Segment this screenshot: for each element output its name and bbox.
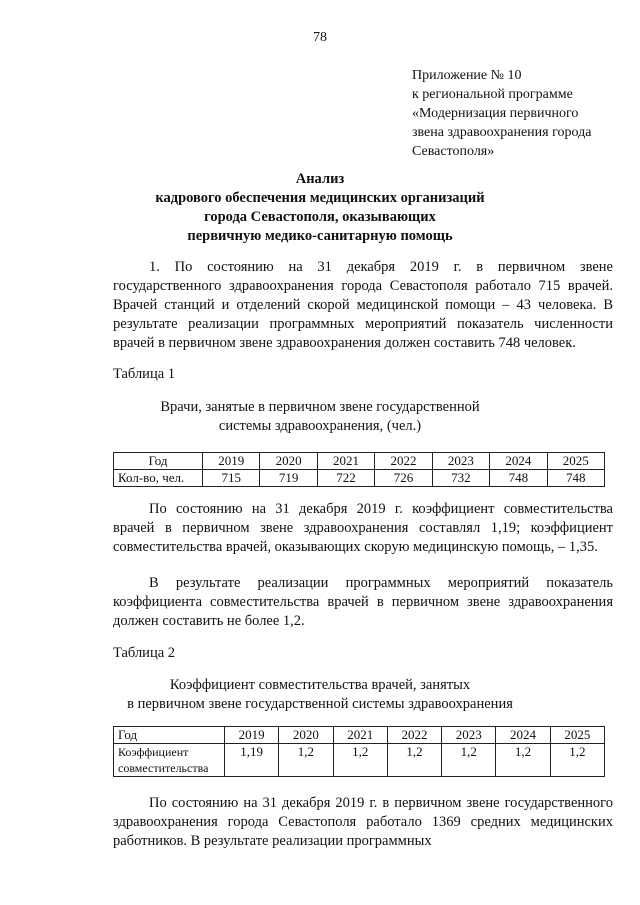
table-cell: 2023 (442, 727, 496, 744)
table-cell: 2021 (333, 727, 387, 744)
table1-caption (0, 398, 640, 436)
appendix-line: к региональной программе (412, 87, 573, 102)
table-cell: 1,2 (279, 744, 333, 777)
table-cell: 2024 (490, 453, 547, 470)
table-cell: 1,2 (496, 744, 550, 777)
table-cell-row-label (114, 744, 225, 777)
paragraph-coefficient-target: В результате реализации программных мероприятий показатель коэффициента совместительства врачей в первичном звене здравоохранения должен составить не более 1,2. (113, 575, 613, 629)
page-number: 78 (313, 30, 327, 45)
row-label-line: Коэффициент (118, 745, 189, 759)
table-cell: 2025 (550, 727, 604, 744)
table-cell: 2020 (260, 453, 317, 470)
appendix-header (412, 66, 627, 161)
appendix-line: звена здравоохранения города (412, 125, 592, 140)
table-cell: 2025 (547, 453, 604, 470)
table-cell: 748 (490, 470, 547, 487)
document-title (60, 170, 580, 246)
table-cell: 2019 (203, 453, 260, 470)
caption-line: системы здравоохранения, (чел.) (218, 418, 422, 434)
title-line: Анализ (295, 171, 345, 187)
table2-caption (0, 676, 640, 714)
table-cell: 715 (203, 470, 260, 487)
table-cell: 2020 (279, 727, 333, 744)
title-line: города Севастополя, оказывающих (204, 209, 436, 225)
table-cell: 2019 (225, 727, 279, 744)
table-cell: 1,2 (333, 744, 387, 777)
table-cell: 726 (375, 470, 432, 487)
table-row (114, 470, 605, 487)
table-cell: 732 (432, 470, 489, 487)
table-header-row (114, 453, 605, 470)
table1-doctors (113, 452, 605, 487)
title-line: кадрового обеспечения медицинских организаций (155, 190, 485, 206)
table-cell: 2022 (375, 453, 432, 470)
caption-line: Коэффициент совместительства врачей, занятых (169, 677, 471, 693)
appendix-line: Севастополя» (412, 144, 495, 159)
table-cell: 748 (547, 470, 604, 487)
table-cell: 1,19 (225, 744, 279, 777)
table2-label: Таблица 2 (113, 645, 176, 661)
table-cell: 1,2 (550, 744, 604, 777)
table-header-row (114, 727, 605, 744)
title-line: первичную медико-санитарную помощь (187, 228, 453, 244)
table-cell: 2021 (317, 453, 374, 470)
caption-line: Врачи, занятые в первичном звене государственной (160, 399, 480, 415)
table-cell: Год (114, 453, 203, 470)
table-cell: 1,2 (442, 744, 496, 777)
table-cell: 2024 (496, 727, 550, 744)
table-cell: 719 (260, 470, 317, 487)
table-cell: Кол-во, чел. (114, 470, 203, 487)
table-row (114, 744, 605, 777)
appendix-line: «Модернизация первичного (412, 106, 579, 121)
table-cell: 1,2 (387, 744, 441, 777)
paragraph-coefficient-2019: По состоянию на 31 декабря 2019 г. коэффициент совместительства врачей в первичном звене здравоохранения составлял 1,19; коэффициент совместительства врачей, оказывающих скорую медицинскую помощь, – 1,35. (113, 501, 613, 555)
table-cell: 722 (317, 470, 374, 487)
paragraph-doctors-count: 1. По состоянию на 31 декабря 2019 г. в первичном звене государственного здравоохранения города Севастополя работало 715 врачей. Врачей станций и отделений скорой медицинской помощи – 43 человека. В результате реализации программных мероприятий показатель численности врачей в первичном звене здравоохранения должен составить 748 человек. (113, 259, 613, 351)
row-label-line: совместительства (118, 761, 209, 775)
table2-coefficient (113, 726, 605, 777)
caption-line: в первичном звене государственной системы здравоохранения (127, 696, 513, 712)
table-cell: 2022 (387, 727, 441, 744)
table-cell: Год (114, 727, 225, 744)
paragraph-nurses-count: По состоянию на 31 декабря 2019 г. в первичном звене государственного здравоохранения города Севастополя работало 1369 средних медицинских работников. В результате реализации программных (113, 795, 613, 849)
table-cell: 2023 (432, 453, 489, 470)
appendix-line: Приложение № 10 (412, 68, 522, 83)
table1-label: Таблица 1 (113, 366, 176, 382)
